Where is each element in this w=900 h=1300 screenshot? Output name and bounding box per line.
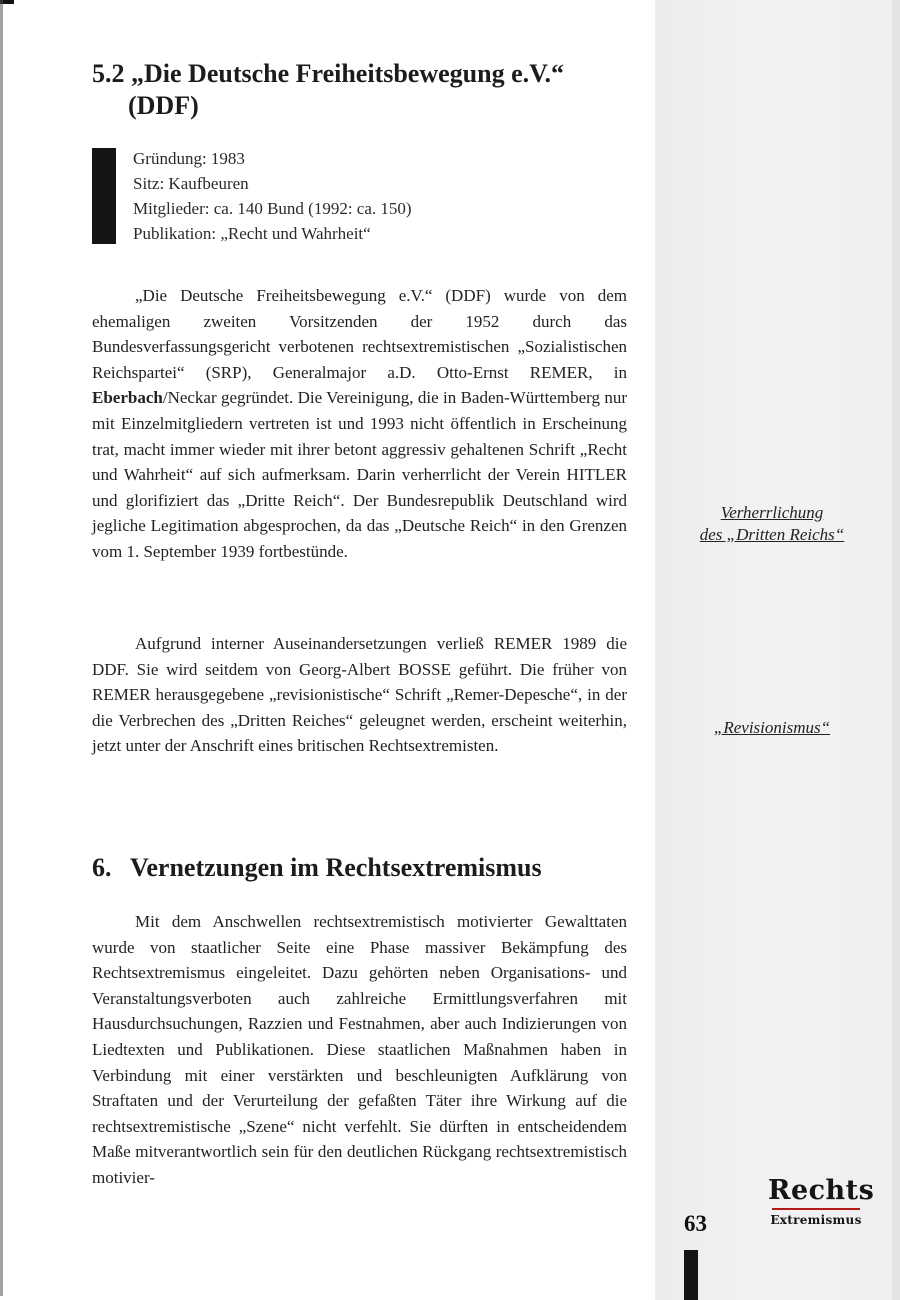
page-number: 63	[684, 1211, 707, 1236]
paragraph-ddf-history	[92, 283, 627, 565]
chapter-heading	[92, 852, 542, 884]
page-marker-bar	[684, 1250, 698, 1300]
margin-note-glorification-line2: des „Dritten Reichs“	[699, 525, 845, 544]
logo-rule	[772, 1208, 860, 1210]
info-seat: Sitz: Kaufbeuren	[133, 174, 249, 193]
paragraph-ddf-history-part1: „Die Deutsche Freiheitsbewegung e.V.“ (DDF) wurde von dem ehemaligen zweiten Vorsitzenden der 1952 durch das Bundesverfassungsgericht verbotenen rechtsextremistischen „Sozialistischen Reichspartei“ (SRP), Generalmajor a.D. Otto-Ernst REMER, in	[92, 286, 627, 382]
section-title-line2: (DDF)	[128, 91, 199, 120]
crop-mark	[0, 0, 14, 9]
paragraph-networking	[92, 909, 627, 1191]
paragraph-leadership-text: Aufgrund interner Auseinandersetzungen verließ REMER 1989 die DDF. Sie wird seitdem von Georg-Albert BOSSE geführt. Die früher von REMER herausgegebene „revisionistische“ Schrift „Remer-Depesche“, in der die Verbrechen des „Dritten Reiches“ geleugnet werden, erscheint weiterhin, jetzt unter der Anschrift eines britischen Rechtsextremisten.	[92, 634, 627, 756]
margin-note-glorification-line1: Verherrlichung	[720, 503, 824, 522]
chapter-number: 6.	[92, 853, 112, 882]
publication-logo	[768, 1175, 875, 1227]
margin-band-edge	[892, 0, 900, 1300]
section-title	[92, 58, 564, 122]
info-members: Mitglieder: ca. 140 Bund (1992: ca. 150)	[133, 199, 412, 218]
margin-note-revisionism: „Revisionismus“	[713, 718, 831, 737]
info-publication: Publikation: „Recht und Wahrheit“	[133, 224, 371, 243]
info-box	[133, 146, 412, 246]
logo-subtitle: Extremismus	[770, 1213, 862, 1227]
margin-band	[655, 0, 900, 1300]
margin-note-glorification	[672, 502, 872, 546]
paragraph-networking-text: Mit dem Anschwellen rechtsextremistisch motivierter Gewalttaten wurde von staatlicher Seite eine Phase massiver Bekämpfung des Rechtsextremismus eingeleitet. Dazu gehörten neben Organisations- und Veranstaltungsverboten auch zahlreiche Ermittlungsverfahren mit Hausdurchsuchungen, Razzien und Festnahmen, aber auch Indizierungen von Liedtexten und Publikationen. Diese staatlichen Maßnahmen haben in Verbindung mit einer verstärkten und beschleunigten Aufklärung von Straftaten und der Verurteilung der gefaßten Täter ihre Wirkung auf die rechtsextremistische „Szene“ nicht verfehlt. Sie dürften in entscheidendem Maße mitverantwortlich sein für den deutlichen Rückgang rechtsextremistisch motivier-	[92, 912, 627, 1187]
info-box-bar	[92, 148, 116, 244]
paragraph-ddf-history-part2: /Neckar gegründet. Die Vereinigung, die in Baden-Württemberg nur mit Einzelmitgliedern vertreten ist und 1993 nicht öffentlich in Erscheinung trat, macht immer wieder mit ihrer betont aggressiv gehaltenen Schrift „Recht und Wahrheit“ auf sich aufmerksam. Darin verherrlicht der Verein HITLER und glorifiziert das „Dritte Reich“. Der Bundesrepublik Deutschland wird jegliche Legitimation abgesprochen, da das „Deutsche Reich“ in den Grenzen vom 1. September 1939 fortbestünde.	[92, 388, 627, 561]
logo-title: Rechts	[768, 1175, 875, 1206]
chapter-title: Vernetzungen im Rechtsextremismus	[130, 853, 542, 882]
paragraph-leadership	[92, 631, 627, 759]
place-name-eberbach: Eberbach	[92, 388, 163, 408]
section-number: 5.2	[92, 59, 125, 88]
section-title-line1: „Die Deutsche Freiheitsbewegung e.V.“	[131, 59, 565, 88]
info-founding: Gründung: 1983	[133, 149, 245, 168]
